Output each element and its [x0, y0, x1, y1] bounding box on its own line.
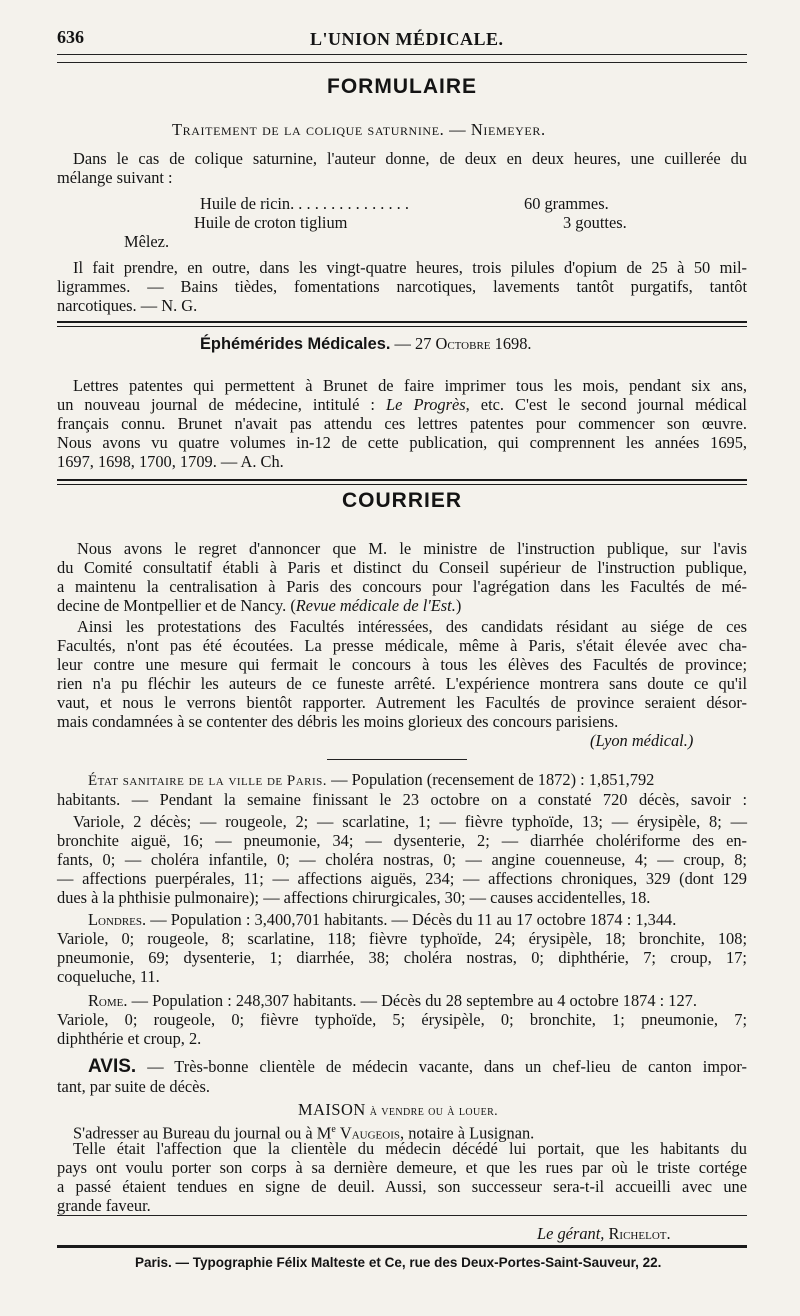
avis-address-text: S'adresser au Bureau du journal ou à M: [73, 1123, 332, 1143]
london-line: [88, 910, 676, 929]
courrier-source: (Lyon médical.): [590, 731, 694, 750]
ephemerides-line: 1697, 1698, 1700, 1709. — A. Ch.: [57, 452, 284, 471]
avis-line: [88, 1057, 747, 1076]
subtitle-main: Traitement de la colique saturnine.: [172, 120, 445, 139]
london-heading: Londres.: [88, 910, 147, 929]
courrier-title: COURRIER: [341, 489, 462, 512]
avis-address-text: , notaire à Lusignan.: [400, 1123, 535, 1143]
ingredient-quantity: 60 grammes.: [524, 194, 609, 213]
courrier-line: Ainsi les protestations des Facultés intéressées, des candidats résidant au siége de ces: [77, 617, 747, 636]
gerant-label: Le gérant,: [537, 1224, 605, 1243]
avis-heading: AVIS.: [88, 1056, 137, 1077]
formulaire-body-line: ligrammes. — Bains tièdes, fomentations narcotiques, lavements tantôt purgatifs, tantôt: [57, 277, 747, 296]
section-rule: [327, 759, 467, 760]
etat-line: [88, 770, 654, 791]
avis-text: — Très-bonne clientèle de médecin vacante, dans un chef-lieu de canton impor-: [147, 1057, 747, 1076]
header-rule-2: [57, 62, 747, 63]
avis-line: Telle était l'affection que la clientèle du médecin décédé lui portait, que les habitants du: [73, 1139, 747, 1158]
courrier-text: decine de Montpellier et de Nancy. (: [57, 596, 296, 615]
maison-text: à vendre ou à louer.: [369, 1104, 499, 1119]
courrier-line: [57, 596, 461, 615]
ephemerides-text: un nouveau journal de médecine, intitulé :: [57, 395, 375, 414]
ephemerides-title: Éphémérides Médicales.: [200, 335, 391, 353]
london-line: coqueluche, 11.: [57, 967, 160, 986]
maison-word: MAISON: [298, 1100, 366, 1119]
section-rule: [57, 479, 747, 485]
etat-line: Variole, 2 décès; — rougeole, 2; — scarlatine, 1; — fièvre typhoïde, 13; — érysipèle, 8; —: [73, 812, 747, 831]
ingredient-quantity: 3 gouttes.: [563, 213, 627, 232]
ephemerides-line: français connu. Brunet n'avait pas attendu ces lettres patentes pour commencer son œuvre.: [57, 414, 747, 433]
courrier-text: ): [455, 596, 462, 615]
avis-line: pays ont voulu porter son corps à sa dernière demeure, et que les rues par où le triste cortége: [57, 1158, 747, 1177]
footer-rule: [57, 1215, 747, 1216]
london-text: — Population : 3,400,701 habitants. — Décès du 11 au 17 octobre 1874 : 1,344.: [150, 910, 677, 929]
courrier-line: du Comité consultatif établi à Paris et distinct du Conseil supérieur de l'instruction publique,: [57, 558, 747, 577]
rome-line: [88, 991, 697, 1010]
gerant-line: [537, 1224, 671, 1243]
page-number: 636: [57, 27, 84, 47]
journal-title: Le Progrès: [386, 395, 466, 414]
formulaire-intro-line: mélange suivant :: [57, 168, 173, 187]
courrier-line: leur contre une mesure qui fermait le concours à tous les élèves des Facultés de province;: [57, 655, 747, 674]
courrier-source: Revue médicale de l'Est.: [295, 596, 456, 615]
formulaire-body-line: Il fait prendre, en outre, dans les vingt-quatre heures, trois pilules d'opium de 25 à 50 mil-: [73, 258, 747, 277]
rome-heading: Rome.: [88, 991, 128, 1010]
ephemerides-line: [57, 395, 747, 414]
footer-rule: [57, 1245, 747, 1248]
ephemerides-line: Nous avons vu quatre volumes in-12 de cette publication, qui comprennent les années 1695,: [57, 433, 747, 452]
avis-address-sup: e: [331, 1124, 336, 1135]
formulaire-title: FORMULAIRE: [327, 75, 477, 98]
etat-line: fants, 0; — choléra infantile, 0; — choléra nostras, 0; — angine couenneuse, 4; — croup, 8;: [57, 850, 747, 869]
courrier-line: mais condamnées à se contenter des débris les moins glorieux des concours parisiens.: [57, 712, 619, 731]
ephemerides-text: , etc. C'est le second journal médical: [465, 395, 747, 414]
courrier-line: rien n'a pu fléchir les auteurs de ce funeste arrêté. L'expérience montrera sans doute ce qu'il: [57, 674, 747, 693]
etat-line: habitants. — Pendant la semaine finissant le 23 octobre on a constaté 720 décès, savoir :: [57, 790, 747, 809]
formulaire-subtitle: [172, 120, 546, 139]
courrier-line: a maintenu la centralisation à Paris des concours pour l'agrégation dans les Facultés de mé-: [57, 577, 747, 596]
courrier-line: Nous avons le regret d'annoncer que M. le ministre de l'instruction publique, sur l'avis: [77, 539, 747, 558]
melez-text: Mêlez.: [124, 232, 170, 251]
formulaire-intro-line: Dans le cas de colique saturnine, l'auteur donne, de deux en deux heures, une cuillerée du: [73, 149, 747, 168]
ephemerides-line: Lettres patentes qui permettent à Brunet de faire imprimer tous les mois, pendant six ans,: [73, 376, 747, 395]
ingredient-name: Huile de croton tiglium: [194, 213, 348, 232]
gerant-name: Richelot.: [608, 1224, 671, 1243]
section-rule: [57, 321, 747, 327]
rome-line: Variole, 0; rougeole, 0; fièvre typhoïde, 5; érysipèle, 0; bronchite, 1; pneumonie, 7;: [57, 1010, 747, 1029]
ingredient-name: Huile de ricin. . . . . . . . . . . . . . .: [200, 194, 409, 213]
formulaire-signature: narcotiques. — N. G.: [57, 296, 198, 315]
avis-line: grande faveur.: [57, 1196, 151, 1215]
running-title: L'UNION MÉDICALE.: [310, 29, 504, 49]
subtitle-author: — Niemeyer.: [449, 120, 546, 139]
london-line: Variole, 0; rougeole, 8; scarlatine, 118; fièvre typhoïde, 24; érysipèle, 18; bronchite, 108;: [57, 929, 747, 948]
imprint-line: Paris. — Typographie Félix Malteste et Ce, rue des Deux-Portes-Saint-Sauveur, 22.: [135, 1255, 662, 1270]
etat-line: bronchite aiguë, 16; — pneumonie, 34; — dysenterie, 2; — diarrhée cholériforme des en-: [57, 831, 747, 850]
rome-line: diphthérie et croup, 2.: [57, 1029, 202, 1048]
etat-line: dues à la phthisie pulmonaire); — affections chirurgicales, 30; — causes accidentelles, 18.: [57, 888, 651, 907]
maison-line: [298, 1100, 498, 1121]
header-rule: [57, 54, 747, 55]
etat-heading: État sanitaire de la ville de Paris.: [88, 773, 328, 789]
ephemerides-heading: [200, 334, 532, 354]
etat-line: — affections puerpérales, 11; — affections aiguës, 234; — affections chroniques, 329 (dont 129: [57, 869, 747, 888]
avis-line: tant, par suite de décès.: [57, 1077, 210, 1096]
ephemerides-date: — 27 Octobre 1698.: [394, 334, 532, 353]
etat-text: — Population (recensement de 1872) : 1,851,792: [331, 770, 655, 789]
avis-line: a passé étaient tendues en signe de deuil. Aussi, son successeur sera-t-il accueilli avec une: [57, 1177, 747, 1196]
london-line: pneumonie, 69; dysenterie, 1; diarrhée, 38; choléra nostras, 0; diphthérie, 7; croup, 17;: [57, 948, 747, 967]
notary-name: Vaugeois: [339, 1123, 400, 1143]
rome-text: — Population : 248,307 habitants. — Décès du 28 septembre au 4 octobre 1874 : 127.: [131, 991, 697, 1010]
courrier-line: Facultés, n'ont pas été écoutées. La presse médicale, même à Paris, s'était élevée avec cha-: [57, 636, 747, 655]
courrier-line: vaut, et nous le verrons bientôt rapporter. Autrement les Facultés de province seraient désor-: [57, 693, 747, 712]
